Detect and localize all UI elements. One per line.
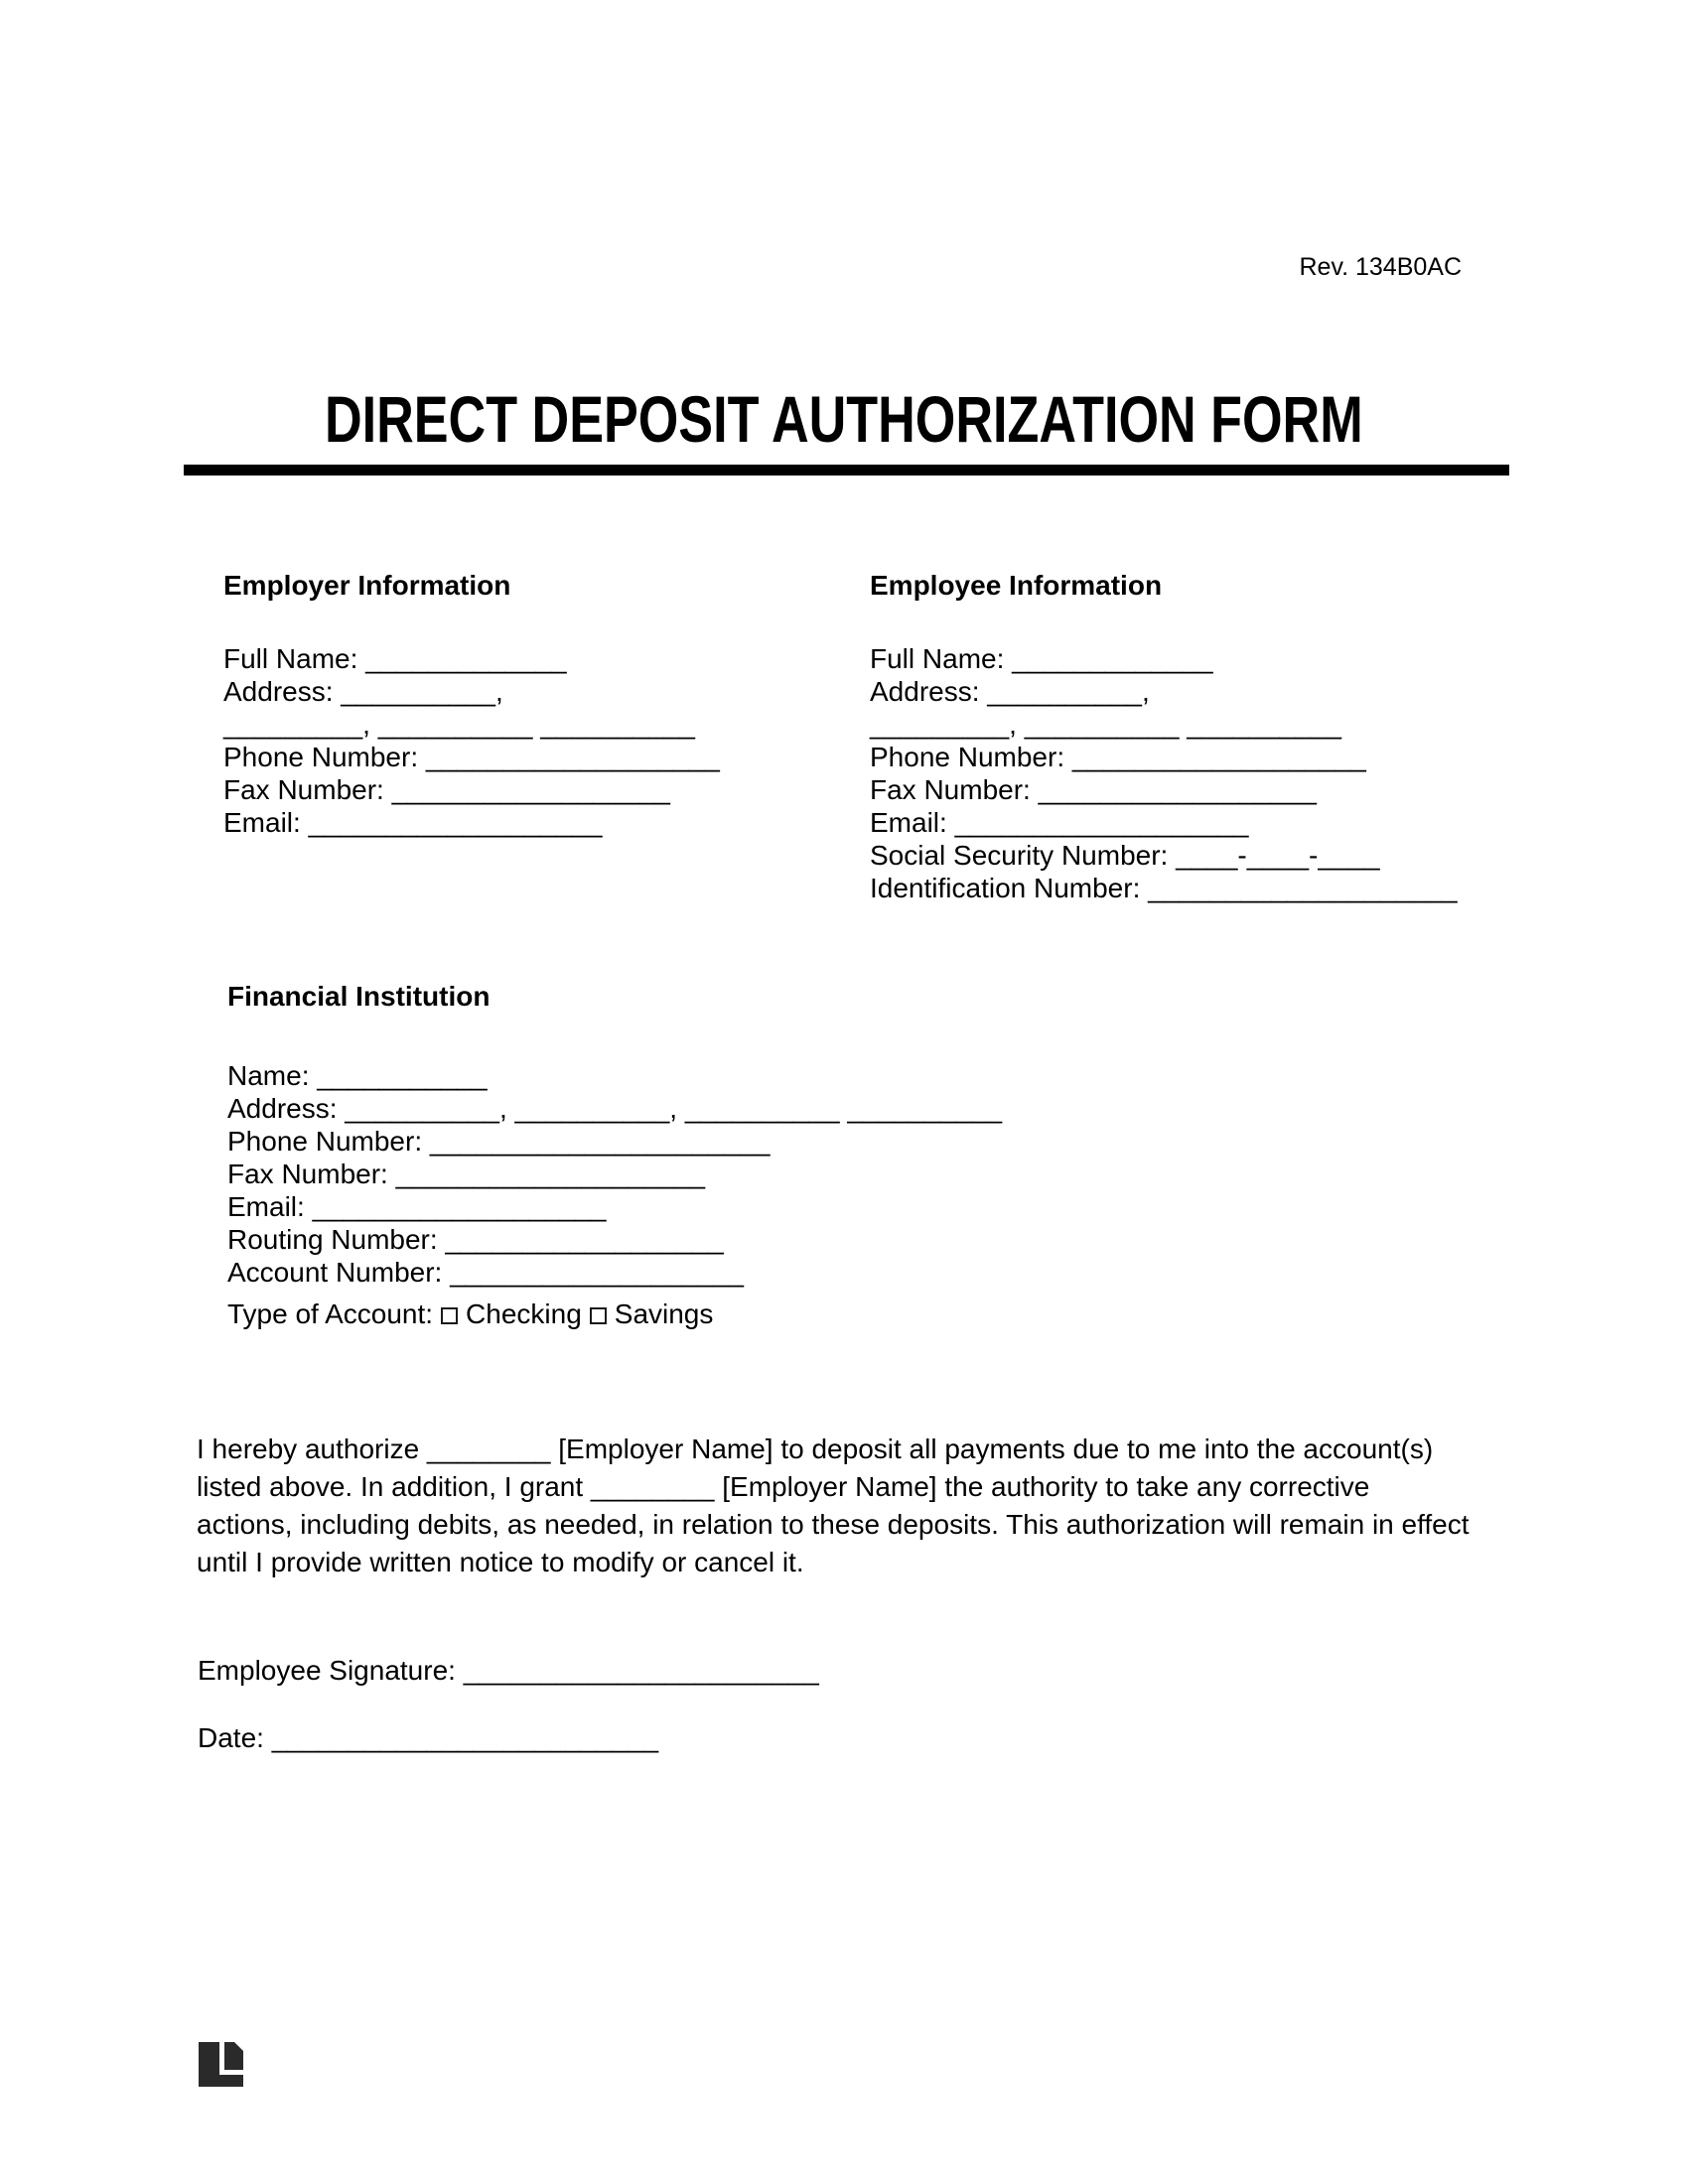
employee-field-line: Social Security Number: ____-____-____ [870, 840, 1380, 871]
employer-field-line: Address: __________, [223, 676, 503, 707]
employer-field-line: Full Name: _____________ [223, 643, 567, 674]
account-type-label: Type of Account: [227, 1298, 434, 1329]
financial-section-heading: Financial Institution [227, 981, 491, 1012]
financial-field-line: Fax Number: ____________________ [227, 1159, 706, 1189]
account-type-option [433, 1298, 582, 1329]
employer-field-line: Fax Number: __________________ [223, 774, 670, 805]
checkbox-icon[interactable] [590, 1307, 607, 1324]
account-type-options [433, 1298, 713, 1329]
date-line: Date: _________________________ [198, 1722, 659, 1753]
account-type-option [582, 1298, 714, 1329]
employer-field-line: Email: ___________________ [223, 807, 603, 838]
employee-field-line: Full Name: _____________ [870, 643, 1213, 674]
authorization-line: listed above. In addition, I grant ________ [Employer Name] the authority to take any corrective [197, 1471, 1370, 1502]
employer-field-line: Phone Number: ___________________ [223, 742, 720, 772]
checkbox-icon[interactable] [441, 1307, 458, 1324]
employee-field-line: Address: __________, [870, 676, 1150, 707]
financial-field-line: Routing Number: __________________ [227, 1224, 724, 1255]
financial-field-line: Address: __________, __________, __________ __________ [227, 1093, 1003, 1124]
form-title-text: DIRECT DEPOSIT AUTHORIZATION FORM [325, 382, 1363, 456]
authorization-line: I hereby authorize ________ [Employer Name] to deposit all payments due to me into the account(s) [197, 1433, 1434, 1464]
financial-field-line: Account Number: ___________________ [227, 1257, 744, 1288]
employee-field-line: Phone Number: ___________________ [870, 742, 1366, 772]
authorization-paragraph [197, 1431, 1470, 1581]
title-divider-rule [184, 465, 1509, 476]
employer-section-heading: Employer Information [223, 570, 511, 601]
financial-field-line: Name: ___________ [227, 1060, 488, 1091]
revision-label: Rev. 134B0AC [1299, 253, 1462, 281]
employee-field-line: _________, __________ __________ [870, 709, 1341, 740]
authorization-line: until I provide written notice to modify or cancel it. [197, 1547, 804, 1577]
employee-signature-line: Employee Signature: _______________________ [198, 1655, 819, 1686]
employee-field-line: Email: ___________________ [870, 807, 1249, 838]
financial-field-line: Email: ___________________ [227, 1191, 607, 1222]
employee-section-heading: Employee Information [870, 570, 1163, 601]
account-type-option-label: Checking [466, 1298, 582, 1329]
account-type-row [227, 1297, 713, 1330]
employee-field-line: Identification Number: ____________________ [870, 873, 1458, 903]
employer-field-line: _________, __________ __________ [223, 709, 695, 740]
form-title [0, 381, 1688, 457]
account-type-option-label: Savings [614, 1298, 714, 1329]
logo-l-horizontal-bar [219, 2070, 243, 2075]
authorization-line: actions, including debits, as needed, in relation to these deposits. This authorization will remain in effect [197, 1509, 1470, 1540]
employee-info-fields [870, 642, 1458, 904]
financial-field-line: Phone Number: ______________________ [227, 1126, 771, 1157]
financial-info-fields [227, 1059, 1002, 1289]
employee-field-line: Fax Number: __________________ [870, 774, 1317, 805]
legal-templates-logo-icon [199, 2042, 243, 2087]
employer-info-fields [223, 642, 720, 839]
